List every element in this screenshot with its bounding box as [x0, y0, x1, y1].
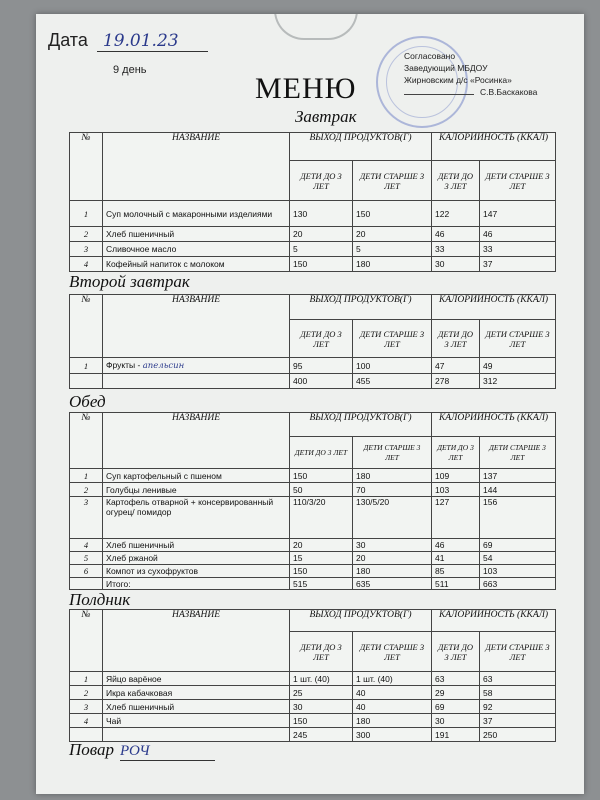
row-cal-over3: 137	[480, 469, 556, 483]
row-out-under3: 30	[290, 700, 353, 714]
date-row	[48, 30, 208, 52]
col-name: НАЗВАНИЕ	[103, 413, 290, 469]
table-row	[70, 497, 556, 539]
row-cal-over3: 58	[480, 686, 556, 700]
row-out-under3: 130	[290, 201, 353, 227]
row-num: 2	[70, 686, 103, 700]
section-title-breakfast: Завтрак	[295, 107, 357, 126]
row-cal-under3: 103	[432, 483, 480, 497]
col-cal-over3: ДЕТИ СТАРШЕ 3 ЛЕТ	[480, 437, 556, 469]
col-name: НАЗВАНИЕ	[103, 610, 290, 672]
col-output-over3: ДЕТИ СТАРШЕ 3 ЛЕТ	[353, 437, 432, 469]
day-number: 9 день	[113, 64, 147, 76]
row-out-under3: 1 шт. (40)	[290, 672, 353, 686]
row-num: 3	[70, 497, 103, 539]
col-output: ВЫХОД ПРОДУКТОВ(Г)	[290, 133, 432, 161]
table-row	[70, 552, 556, 565]
date-value: 19.01.23	[97, 31, 208, 52]
col-output: ВЫХОД ПРОДУКТОВ(Г)	[290, 610, 432, 632]
row-out-over3: 30	[353, 539, 432, 552]
col-calories: КАЛОРИЙНОСТЬ (ККАЛ)	[432, 133, 556, 161]
row-name	[103, 358, 290, 374]
total-out-under3: 245	[290, 728, 353, 742]
row-out-over3: 100	[353, 358, 432, 374]
section-title-lunch: Обед	[69, 392, 106, 411]
row-cal-under3: 30	[432, 714, 480, 728]
row-cal-over3: 33	[480, 242, 556, 257]
row-out-under3: 150	[290, 714, 353, 728]
row-cal-over3: 144	[480, 483, 556, 497]
row-cal-under3: 30	[432, 257, 480, 272]
col-num: №	[70, 610, 103, 672]
row-num: 2	[70, 227, 103, 242]
row-out-over3: 40	[353, 700, 432, 714]
approval-line1: Согласовано	[404, 51, 456, 61]
snack-table	[69, 609, 556, 742]
row-out-over3: 5	[353, 242, 432, 257]
col-num: №	[70, 295, 103, 358]
section-title-second-breakfast: Второй завтрак	[69, 272, 190, 291]
date-label: Дата	[48, 30, 88, 50]
row-name: Хлеб пшеничный	[103, 539, 290, 552]
col-cal-over3: ДЕТИ СТАРШЕ 3 ЛЕТ	[480, 320, 556, 358]
table-row	[70, 672, 556, 686]
table-row	[70, 686, 556, 700]
col-output-under3: ДЕТИ ДО 3 ЛЕТ	[290, 161, 353, 201]
row-out-over3: 1 шт. (40)	[353, 672, 432, 686]
row-cal-under3: 33	[432, 242, 480, 257]
row-out-under3: 110/3/20	[290, 497, 353, 539]
row-name: Сливочное масло	[103, 242, 290, 257]
col-output-under3: ДЕТИ ДО 3 ЛЕТ	[290, 320, 353, 358]
total-cal-under3: 511	[432, 578, 480, 590]
col-output-under3: ДЕТИ ДО 3 ЛЕТ	[290, 632, 353, 672]
row-cal-under3: 85	[432, 565, 480, 578]
row-cal-over3: 54	[480, 552, 556, 565]
row-name: Яйцо варёное	[103, 672, 290, 686]
row-out-under3: 50	[290, 483, 353, 497]
row-out-over3: 130/5/20	[353, 497, 432, 539]
total-cal-over3: 312	[480, 374, 556, 389]
row-out-under3: 150	[290, 565, 353, 578]
cook-signature-row	[69, 740, 215, 761]
row-out-under3: 20	[290, 539, 353, 552]
approval-signer: С.В.Баскакова	[480, 87, 538, 97]
row-num: 4	[70, 257, 103, 272]
total-label: Итого:	[103, 578, 290, 590]
total-out-over3: 635	[353, 578, 432, 590]
col-cal-under3: ДЕТИ ДО 3 ЛЕТ	[432, 320, 480, 358]
col-output-over3: ДЕТИ СТАРШЕ 3 ЛЕТ	[353, 161, 432, 201]
row-cal-under3: 127	[432, 497, 480, 539]
total-out-under3: 400	[290, 374, 353, 389]
row-cal-under3: 41	[432, 552, 480, 565]
row-num: 4	[70, 539, 103, 552]
row-cal-under3: 109	[432, 469, 480, 483]
row-num: 5	[70, 552, 103, 565]
row-name: Хлеб ржаной	[103, 552, 290, 565]
row-num: 3	[70, 700, 103, 714]
section-title-snack: Полдник	[69, 590, 131, 609]
row-out-over3: 20	[353, 227, 432, 242]
row-name-printed: Фрукты -	[106, 360, 143, 370]
col-cal-under3: ДЕТИ ДО 3 ЛЕТ	[432, 437, 480, 469]
row-name: Икра кабачковая	[103, 686, 290, 700]
total-out-over3: 300	[353, 728, 432, 742]
total-cal-under3: 278	[432, 374, 480, 389]
col-calories: КАЛОРИЙНОСТЬ (ККАЛ)	[432, 610, 556, 632]
table-row	[70, 714, 556, 728]
row-cal-under3: 69	[432, 700, 480, 714]
row-out-under3: 15	[290, 552, 353, 565]
row-out-under3: 95	[290, 358, 353, 374]
row-out-over3: 150	[353, 201, 432, 227]
total-row	[70, 374, 556, 389]
breakfast-table	[69, 132, 556, 272]
col-calories: КАЛОРИЙНОСТЬ (ККАЛ)	[432, 413, 556, 437]
row-cal-under3: 29	[432, 686, 480, 700]
row-name: Суп молочный с макаронными изделиями	[103, 201, 290, 227]
cook-label: Повар	[69, 740, 115, 759]
table-row	[70, 469, 556, 483]
lunch-table	[69, 412, 556, 590]
table-row	[70, 242, 556, 257]
row-out-over3: 180	[353, 714, 432, 728]
table-row	[70, 539, 556, 552]
col-num: №	[70, 133, 103, 201]
row-name: Суп картофельный с пшеном	[103, 469, 290, 483]
row-num: 1	[70, 358, 103, 374]
row-name-handwritten: апельсин	[142, 361, 185, 371]
col-output-over3: ДЕТИ СТАРШЕ 3 ЛЕТ	[353, 632, 432, 672]
cook-signature: РОЧ	[120, 743, 215, 761]
total-num	[70, 374, 103, 389]
row-cal-over3: 92	[480, 700, 556, 714]
col-cal-under3: ДЕТИ ДО 3 ЛЕТ	[432, 632, 480, 672]
table-row	[70, 483, 556, 497]
row-cal-over3: 46	[480, 227, 556, 242]
col-output-under3: ДЕТИ ДО 3 ЛЕТ	[290, 437, 353, 469]
total-cal-over3: 250	[480, 728, 556, 742]
row-cal-over3: 103	[480, 565, 556, 578]
row-cal-over3: 63	[480, 672, 556, 686]
row-cal-under3: 47	[432, 358, 480, 374]
row-name: Кофейный напиток с молоком	[103, 257, 290, 272]
row-cal-over3: 37	[480, 257, 556, 272]
row-out-under3: 150	[290, 469, 353, 483]
col-cal-over3: ДЕТИ СТАРШЕ 3 ЛЕТ	[480, 632, 556, 672]
total-out-under3: 515	[290, 578, 353, 590]
row-cal-over3: 69	[480, 539, 556, 552]
row-cal-over3: 156	[480, 497, 556, 539]
row-out-over3: 40	[353, 686, 432, 700]
col-num: №	[70, 413, 103, 469]
row-out-over3: 180	[353, 257, 432, 272]
row-out-under3: 25	[290, 686, 353, 700]
row-out-over3: 180	[353, 565, 432, 578]
col-calories: КАЛОРИЙНОСТЬ (ККАЛ)	[432, 295, 556, 320]
row-num: 4	[70, 714, 103, 728]
row-name: Чай	[103, 714, 290, 728]
table-row	[70, 227, 556, 242]
table-row	[70, 257, 556, 272]
row-out-over3: 180	[353, 469, 432, 483]
col-name: НАЗВАНИЕ	[103, 295, 290, 358]
row-num: 3	[70, 242, 103, 257]
col-name: НАЗВАНИЕ	[103, 133, 290, 201]
row-num: 1	[70, 201, 103, 227]
approval-block	[404, 50, 537, 98]
page-title: МЕНЮ	[255, 72, 357, 105]
row-out-under3: 5	[290, 242, 353, 257]
row-num: 6	[70, 565, 103, 578]
approval-line2: Заведующий МБДОУ	[404, 63, 488, 73]
total-cal-over3: 663	[480, 578, 556, 590]
row-cal-under3: 46	[432, 539, 480, 552]
row-num: 2	[70, 483, 103, 497]
col-cal-under3: ДЕТИ ДО 3 ЛЕТ	[432, 161, 480, 201]
table-row	[70, 201, 556, 227]
col-cal-over3: ДЕТИ СТАРШЕ 3 ЛЕТ	[480, 161, 556, 201]
total-num	[70, 578, 103, 590]
approval-signature-line	[404, 94, 474, 95]
row-cal-under3: 63	[432, 672, 480, 686]
row-num: 1	[70, 672, 103, 686]
row-cal-over3: 147	[480, 201, 556, 227]
row-out-over3: 20	[353, 552, 432, 565]
row-cal-under3: 122	[432, 201, 480, 227]
approval-line3: Жирновским д/с «Росинка»	[404, 75, 512, 85]
col-output: ВЫХОД ПРОДУКТОВ(Г)	[290, 295, 432, 320]
sheet-hanger-hole	[274, 14, 358, 40]
col-output: ВЫХОД ПРОДУКТОВ(Г)	[290, 413, 432, 437]
total-row	[70, 578, 556, 590]
col-output-over3: ДЕТИ СТАРШЕ 3 ЛЕТ	[353, 320, 432, 358]
row-num: 1	[70, 469, 103, 483]
total-cal-under3: 191	[432, 728, 480, 742]
second-breakfast-table	[69, 294, 556, 389]
total-out-over3: 455	[353, 374, 432, 389]
row-out-under3: 150	[290, 257, 353, 272]
row-out-over3: 70	[353, 483, 432, 497]
row-cal-under3: 46	[432, 227, 480, 242]
table-row	[70, 700, 556, 714]
row-name: Хлеб пшеничный	[103, 700, 290, 714]
approval-signer-row	[404, 86, 537, 98]
row-cal-over3: 49	[480, 358, 556, 374]
row-name: Компот из сухофруктов	[103, 565, 290, 578]
table-row	[70, 358, 556, 374]
row-name: Картофель отварной + консервированный огурец/ помидор	[103, 497, 290, 539]
row-cal-over3: 37	[480, 714, 556, 728]
row-name: Голубцы ленивые	[103, 483, 290, 497]
total-label	[103, 374, 290, 389]
row-name: Хлеб пшеничный	[103, 227, 290, 242]
row-out-under3: 20	[290, 227, 353, 242]
table-row	[70, 565, 556, 578]
